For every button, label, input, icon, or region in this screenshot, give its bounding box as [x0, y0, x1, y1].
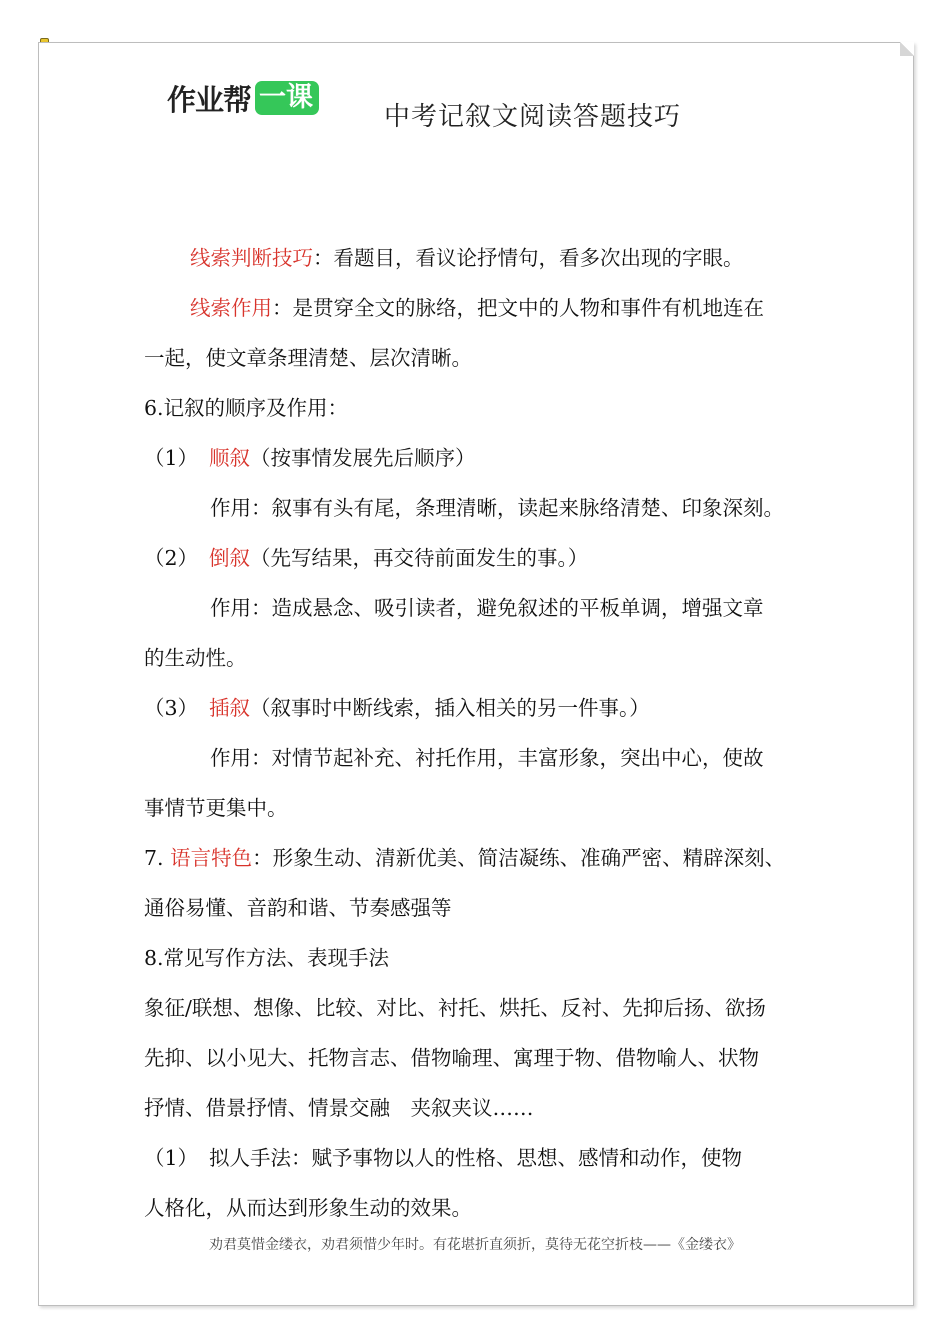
paragraph-line — [144, 233, 816, 283]
line-text: 作用：造成悬念、吸引读者，避免叙述的平板单调，增强文章 — [210, 596, 764, 620]
section-heading — [144, 383, 816, 433]
line-text: 一起，使文章条理清楚、层次清晰。 — [144, 346, 472, 370]
line-text: 人格化，从而达到形象生动的效果。 — [144, 1196, 472, 1220]
page-fold-icon — [900, 42, 914, 56]
line-text: （按事情发展先后顺序） — [250, 446, 476, 470]
logo — [167, 80, 319, 116]
line-text: 事情节更集中。 — [144, 796, 288, 820]
paragraph-line — [144, 883, 816, 933]
list-item — [144, 683, 816, 733]
paragraph-line — [144, 333, 816, 383]
highlight-term: 插叙 — [209, 696, 250, 720]
paragraph-line — [144, 1033, 816, 1083]
line-text: 6.记叙的顺序及作用： — [144, 396, 349, 420]
line-text: 先抑、以小见大、托物言志、借物喻理、寓理于物、借物喻人、状物 — [144, 1046, 759, 1070]
line-text: ：形象生动、清新优美、简洁凝练、准确严密、精辟深刻、 — [252, 846, 786, 870]
paragraph-line — [144, 633, 816, 683]
highlight-term: 语言特色 — [170, 846, 253, 870]
line-text: 象征/联想、想像、比较、对比、衬托、烘托、反衬、先抑后扬、欲扬 — [144, 996, 766, 1020]
paragraph-line — [144, 783, 816, 833]
highlight-term: 倒叙 — [209, 546, 250, 570]
line-text: 通俗易懂、音韵和谐、节奏感强等 — [144, 896, 452, 920]
line-text: 8.常见写作方法、表现手法 — [144, 946, 390, 970]
logo-text: 作业帮 — [167, 82, 252, 117]
list-item — [144, 533, 816, 583]
item-number: （1） — [144, 1146, 199, 1170]
page-title: 中考记叙文阅读答题技巧 — [384, 102, 682, 132]
paragraph-line — [144, 733, 816, 783]
document-body — [144, 233, 816, 1233]
logo-badge: 一课 — [255, 81, 319, 115]
line-text: ：看题目，看议论抒情句，看多次出现的字眼。 — [313, 246, 744, 270]
line-text: （叙事时中断线索，插入相关的另一件事。） — [250, 696, 650, 720]
item-prefix: 7. — [144, 846, 171, 870]
highlight-term: 顺叙 — [209, 446, 250, 470]
line-text: 作用：对情节起补充、衬托作用，丰富形象，突出中心，使故 — [210, 746, 764, 770]
line-text: 拟人手法：赋予事物以人的性格、思想、感情和动作，使物 — [209, 1146, 742, 1170]
line-text: 抒情、借景抒情、情景交融 夹叙夹议…… — [144, 1096, 534, 1120]
item-number: （1） — [144, 446, 199, 470]
line-text: 的生动性。 — [144, 646, 247, 670]
paragraph-line — [144, 1083, 816, 1133]
paragraph-line — [144, 483, 816, 533]
section-heading — [144, 833, 816, 883]
list-item — [144, 433, 816, 483]
line-text: 作用：叙事有头有尾，条理清晰，读起来脉络清楚、印象深刻。 — [210, 496, 784, 520]
footer-quote: 劝君莫惜金缕衣，劝君须惜少年时。有花堪折直须折，莫待无花空折枝——《金缕衣》 — [209, 1237, 741, 1253]
item-number: （3） — [144, 696, 199, 720]
paragraph-line — [144, 583, 816, 633]
highlight-term: 线索作用 — [190, 296, 272, 320]
paragraph-line — [144, 983, 816, 1033]
item-number: （2） — [144, 546, 199, 570]
paragraph-line — [144, 1183, 816, 1233]
paragraph-line — [144, 283, 816, 333]
line-text: （先写结果，再交待前面发生的事。） — [250, 546, 589, 570]
section-heading — [144, 933, 816, 983]
line-text: ：是贯穿全文的脉络，把文中的人物和事件有机地连在 — [272, 296, 764, 320]
list-item — [144, 1133, 816, 1183]
highlight-term: 线索判断技巧 — [190, 246, 313, 270]
